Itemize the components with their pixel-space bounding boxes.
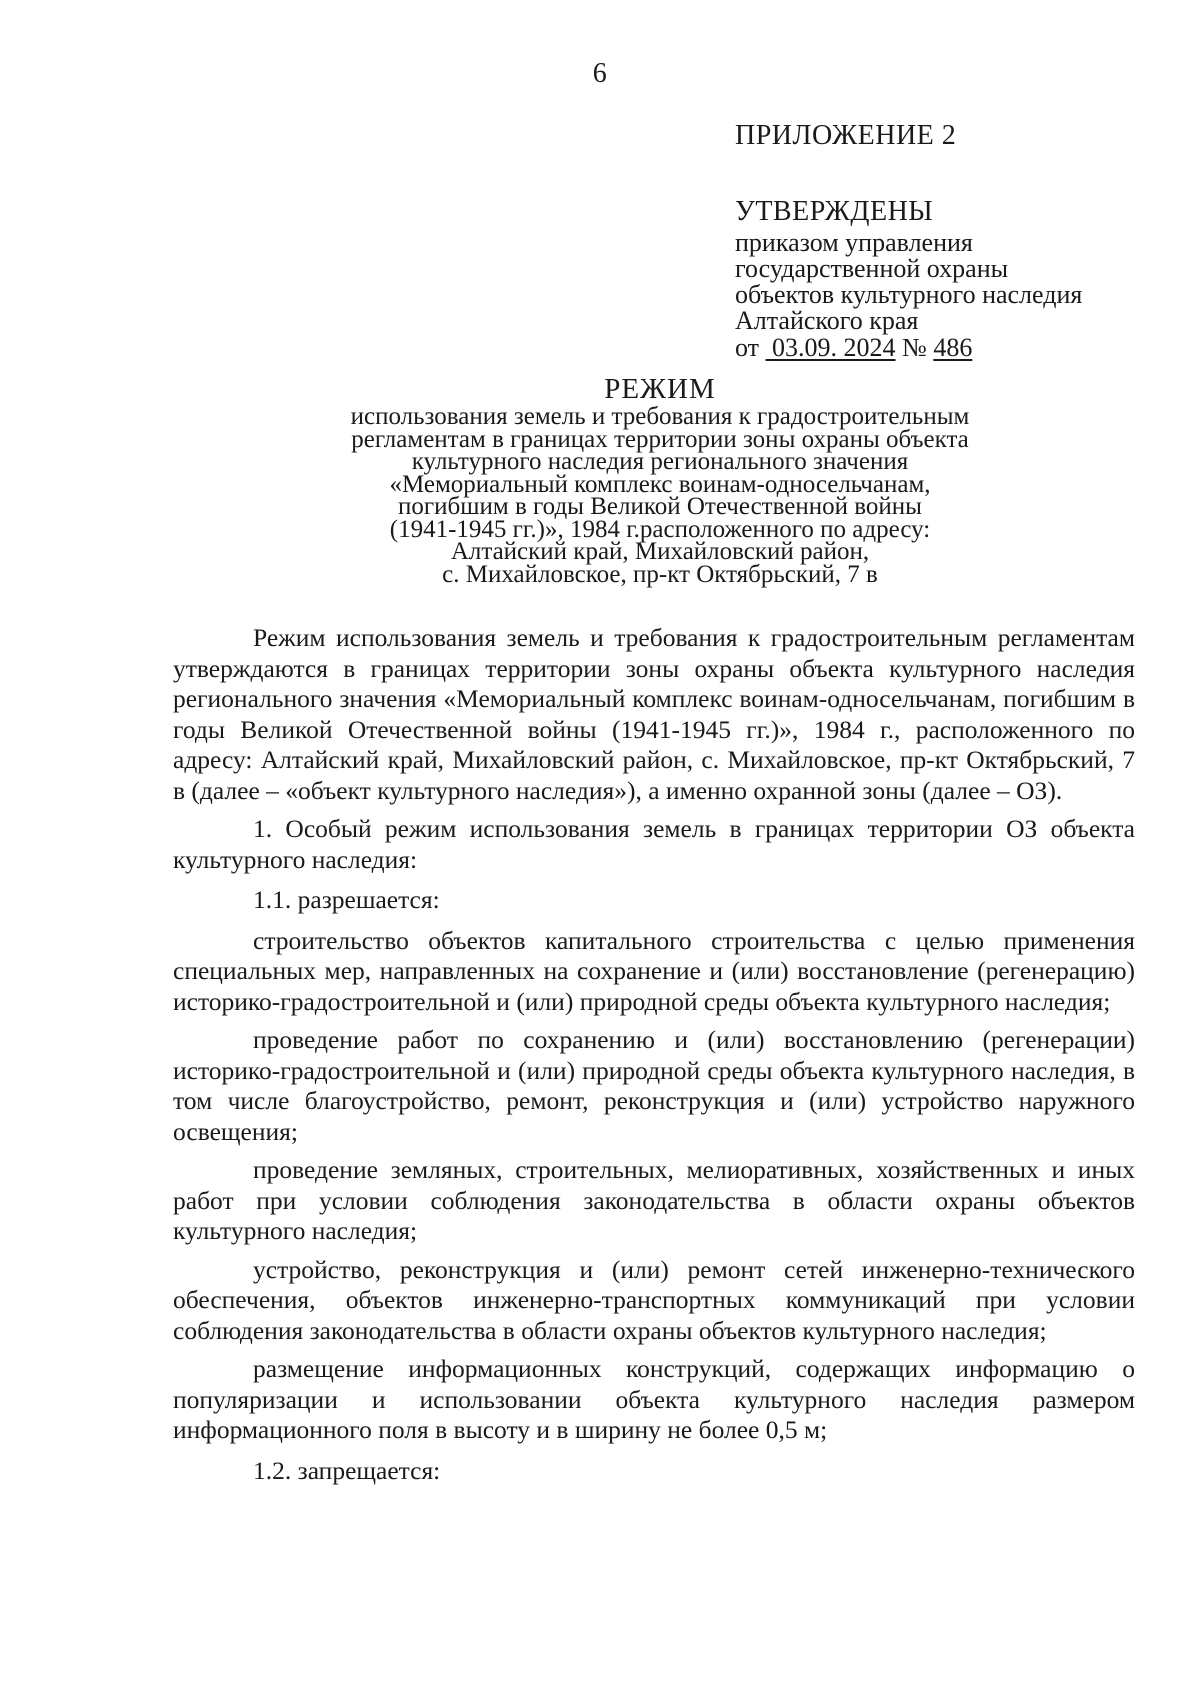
appendix-label: ПРИЛОЖЕНИЕ 2 — [735, 120, 957, 151]
document-body — [173, 623, 1135, 1496]
section-1-2-heading: 1.2. запрещается: — [253, 1455, 441, 1485]
number-prefix: № — [902, 333, 927, 362]
approval-date — [766, 333, 896, 362]
allowed-item: проведение работ по сохранению и (или) восстановлению (регенерации) историко-градостроительной и (или) природной среды объекта культурного наследия, в том числе благоустройство, ремонт, реконструкция и (или) устройство наружного освещения; — [173, 1025, 1135, 1146]
approved-label: УТВЕРЖДЕНЫ — [735, 196, 934, 227]
approval-issuer — [735, 230, 1155, 334]
allowed-item: устройство, реконструкция и (или) ремонт сетей инженерно-технического обеспечения, объектов инженерно-транспортных коммуникаций при условии соблюдения законодательства в области охраны объектов культурного наследия; — [173, 1254, 1135, 1345]
allowed-item: размещение информационных конструкций, содержащих информацию о популяризации и использовании объекта культурного наследия размером информационного поля в высоту и в ширину не более 0,5 м; — [173, 1354, 1135, 1444]
allowed-item: строительство объектов капитального строительства с целью применения специальных мер, направленных на сохранение и (или) восстановление (регенерацию) историко-градостроительной и (или) природной среды объекта культурного наследия; — [173, 925, 1135, 1016]
section-1-1-heading: 1.1. разрешается: — [253, 885, 440, 914]
document-subtitle — [300, 403, 1020, 588]
page-number: 6 — [592, 58, 608, 89]
approval-date-line — [735, 334, 1155, 362]
subtitle-line: Алтайский край, Михайловский район, — [450, 538, 870, 565]
document-title-block — [300, 372, 1020, 586]
approval-number: 486 — [933, 333, 973, 362]
approval-line: Алтайского края — [735, 306, 919, 335]
subtitle-line: «Мемориальный комплекс воинам-односельчанам, — [389, 470, 931, 498]
approval-block — [735, 116, 1155, 362]
subtitle-line: погибшим в годы Великой Отечественной войны — [398, 493, 922, 520]
approval-line: объектов культурного наследия — [735, 280, 1083, 309]
approval-line: государственной охраны — [735, 254, 1009, 283]
approval-date-value: 03.09. 2024 — [772, 333, 896, 362]
approval-line: приказом управления — [735, 228, 973, 257]
subtitle-line: использования земель и требования к градостроительным — [350, 403, 970, 430]
subtitle-line: (1941-1945 гг.)», 1984 г.расположенного по адресу: — [389, 515, 931, 543]
intro-paragraph: Режим использования земель и требования к градостроительным регламентам утверждаются в границах территории зоны охраны объекта культурного наследия регионального значения «Мемориальный комплекс воинам-односельчанам, погибшим в годы Великой Отечественной войны (1941-1945 гг.)», 1984 г., расположенного по адресу: Алтайский край, Михайловский район, с. Михайловское, пр-кт Октябрьский, 7 в (далее – «объект культурного наследия»), а именно охранной зоны (далее – ОЗ). — [173, 623, 1135, 805]
date-prefix: от — [735, 333, 760, 362]
subtitle-line: культурного наследия регионального значения — [411, 448, 909, 475]
document-title: РЕЖИМ — [604, 373, 716, 405]
allowed-item: проведение земляных, строительных, мелиоративных, хозяйственных и иных работ при условии соблюдения законодательства в области охраны объектов культурного наследия; — [173, 1155, 1135, 1245]
subtitle-line: регламентам в границах территории зоны охраны объекта — [351, 425, 969, 453]
section-1-heading: 1. Особый режим использования земель в границах территории ОЗ объекта культурного наследия: — [173, 814, 1135, 874]
subtitle-line: с. Михайловское, пр-кт Октябрьский, 7 в — [442, 560, 878, 588]
